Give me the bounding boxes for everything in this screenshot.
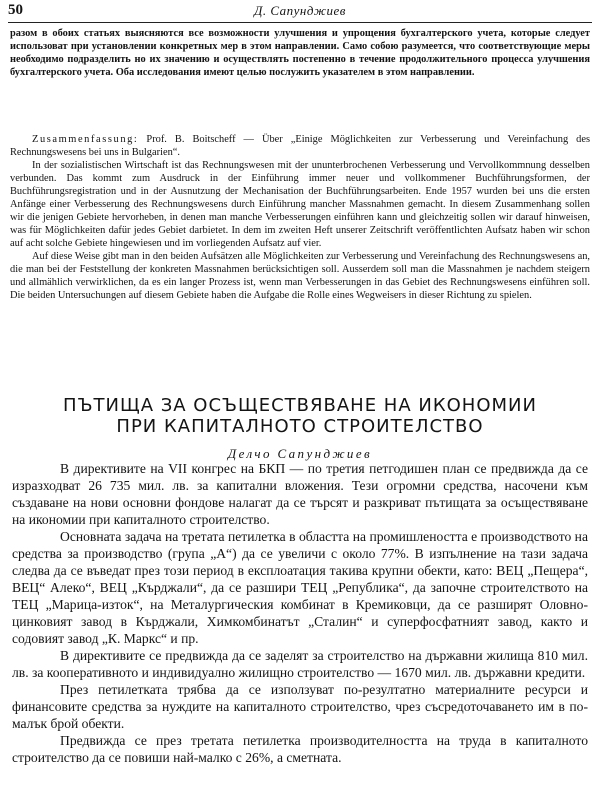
page-number: 50 [8,2,23,18]
header-rule [8,22,592,23]
article-title-line-1: ПЪТИЩА ЗА ОСЪЩЕСТВЯВАНЕ НА ИКОНОМИИ [63,395,537,416]
summary-label: Zusammenfassung: [32,134,139,145]
article-paragraph-1: В директивите на VII конгрес на БКП — по третия петгодишен план се предвижда да се изразходват 26 735 мил. лв. за капитални вложения. Тези огромни средства, насочени към създаване на нови основни фондове налагат да се търсят и разкриват пътищата за осъществяване на икономии при капиталното строителство. [12,461,588,527]
german-summary [10,133,590,302]
running-header [8,2,592,20]
running-header-author: Д. Сапунджиев [254,3,346,18]
article-body [12,460,588,766]
german-summary-paragraph-2: Auf diese Weise gibt man in den beiden Aufsätzen alle Möglichkeiten zur Verbesserung und Vereinfachung des Rechnungswesens an, die man bei der Feststellung der konkreten Massnahmen berücksichtigen soll. Ausserdem soll man die Massnahmen je nachdem steigern und allmählich verwirklichen, da es ein langer Prozess ist, wenn man Verbesserungen in das Gebiet des Rechnungswesens einführen soll. Die beiden Untersuchungen auf diesem Gebiete haben die Aufgabe die Rolle eines Wegweisers in dieser Richtung zu spielen. [10,251,590,301]
article-title-line-2: ПРИ КАПИТАЛНОТО СТРОИТЕЛСТВО [116,416,484,437]
german-summary-heading [10,133,590,159]
article-paragraph-4: През петилетката трябва да се използуват по-резултатно материалните ресурси и финансовите средства за нуждите на капиталното строителство, чрез съсредоточаването им в по-малък брой обекти. [12,682,588,731]
german-summary-paragraph-1: In der sozialistischen Wirtschaft ist das Rechnungswesen mit der ununterbrochenen Verbesserung und Vervollkommnung desselben verbunden. Das kommt zum Ausdruck in der Einführung immer neuer und vollkommener Buchführungsformen, der Buchführungsregistration und in der Ausnutzung der Mechanisation der Buchführungsarbeiten. Ende 1957 wurden bei uns die ersten Anfänge einer Verbesserung des Rechnungswesens durch Einführung mancher Massnahmen gemacht. In diesem Zusammenhang sollen wir die jenigen Gebiete hervorheben, in denen man manche Verbesserungen einführen kann und gleichzeitig sollen wir darauf hinweisen, was für Möglichkeiten dafür jedes Gebiet darbietet. In dem im zweiten Heft unserer Zeitschrift veröffentlichten Aufsatz haben wir schon auf acht solche Gebiete hingewiesen und im vorliegenden Aufsatz auf vier. [10,160,590,249]
article-paragraph-2: Основната задача на третата петилетка в областта на промишлеността е производството на средства за производство (група „А“) да се увеличи с около 77%. В изпълнение на тази задача следва да се въведат през този период в експлоатация такива крупни обекти, като: ВЕЦ „Пещера“, ВЕЦ“ Алеко“, ВЕЦ „Кърджали“, да се разшири ТЕЦ „Република“, да започне строителството на ТЕЦ „Марица-изток“, на Металургическия комбинат в Кремиковци, да се разширят Оловно-цинковият завод в Кърджали, Химкомбинатът „Сталин“ и суперфосфатният завод, както и содовият завод „К. Маркс“ и пр. [12,529,588,646]
russian-summary-paragraph: разом в обоих статьях выясняются все возможности улучшения и упрощения бухгалтерского учета, которые следует использоват при установлении конкретных мер в этом направлении. Само собою разумеется, что соответствующие меры необходимо подразделить но их значению и осуществлять постепенно в течение продолжительного процесса улучшения бухгалтерского учета. Оба исследования имеют целью послужить указателем в этом направлении. [10,28,590,78]
article-byline: Делчо Сапунджиев [227,446,373,461]
article-paragraph-5: Предвижда се през третата петилетка производителността на труда в капиталното строителство да се повиши най-малко с 26%, а сметната. [12,733,588,765]
summary-heading-text: Prof. B. Boitscheff — Über „Einige Möglichkeiten zur Verbesserung und Vereinfachung des Rechnungswesens bei uns in Bulgarien“. [10,134,590,158]
article-paragraph-3: В директивите се предвижда да се заделят за строителство на държавни жилища 810 мил. лв. за кооперативното и индивидуално жилищно строителство — 1670 мил. лв. държавни кредити. [12,648,588,680]
